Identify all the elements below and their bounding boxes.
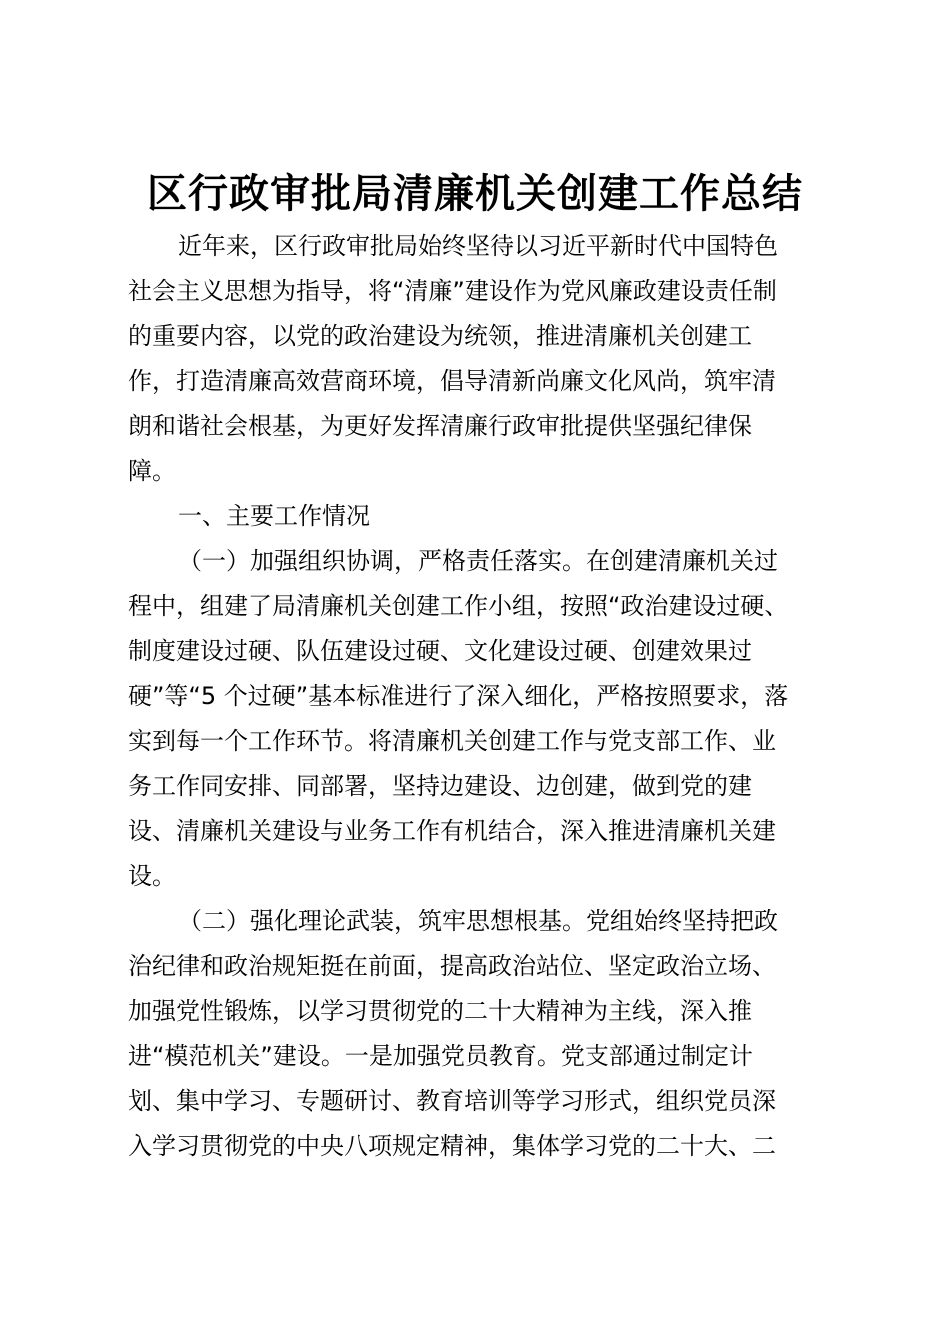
text-line: 加强党性锻炼，以学习贯彻党的二十大精神为主线，深入推 (128, 997, 752, 1025)
text-line: 障。 (128, 457, 176, 485)
text-line: 近年来，区行政审批局始终坚待以习近平新时代中国特色 (178, 232, 778, 260)
text-line: 制度建设过硬、队伍建设过硬、文化建设过硬、创建效果过 (128, 637, 752, 665)
text-line: 作，打造清廉高效营商环境，倡导清新尚廉文化风尚，筑牢清 (128, 367, 776, 395)
text-line: 程中，组建了局清廉机关创建工作小组，按照“政治建设过硬、 (128, 592, 789, 620)
text-line: 的重要内容，以党的政治建设为统领，推进清廉机关创建工 (128, 322, 752, 350)
text-line: 朗和谐社会根基，为更好发挥清廉行政审批提供坚强纪律保 (128, 412, 752, 440)
paragraph-item-1 (128, 539, 828, 899)
section-heading (128, 494, 828, 539)
text-line: 划、集中学习、专题研讨、教育培训等学习形式，组织党员深 (128, 1087, 776, 1115)
document-title: 区行政审批局清廉机关创建工作总结 (147, 170, 803, 217)
text-line: 设。 (128, 862, 176, 890)
text-line: 硬”等“5 个过硬”基本标准进行了深入细化，严格按照要求，落 (128, 682, 789, 710)
paragraph-intro (128, 224, 828, 494)
text-line: 入学习贯彻党的中央八项规定精神，集体学习党的二十大、二 (128, 1132, 776, 1160)
paragraph-item-2 (128, 899, 828, 1169)
text-line: （一）加强组织协调，严格责任落实。在创建清廉机关过 (178, 547, 778, 575)
document-body (128, 224, 828, 1169)
text-line: （二）强化理论武装，筑牢思想根基。党组始终坚持把政 (178, 907, 778, 935)
text-line: 务工作同安排、同部署，坚持边建设、边创建，做到党的建 (128, 772, 752, 800)
text-line: 实到每一个工作环节。将清廉机关创建工作与党支部工作、业 (128, 727, 776, 755)
text-line: 进“模范机关”建设。一是加强党员教育。党支部通过制定计 (128, 1042, 753, 1070)
heading-line: 一、主要工作情况 (178, 502, 370, 530)
text-line: 治纪律和政治规矩挺在前面，提高政治站位、坚定政治立场、 (128, 952, 776, 980)
text-line: 社会主义思想为指导，将“清廉”建设作为党风廉政建设责任制 (128, 277, 777, 305)
text-line: 设、清廉机关建设与业务工作有机结合，深入推进清廉机关建 (128, 817, 776, 845)
